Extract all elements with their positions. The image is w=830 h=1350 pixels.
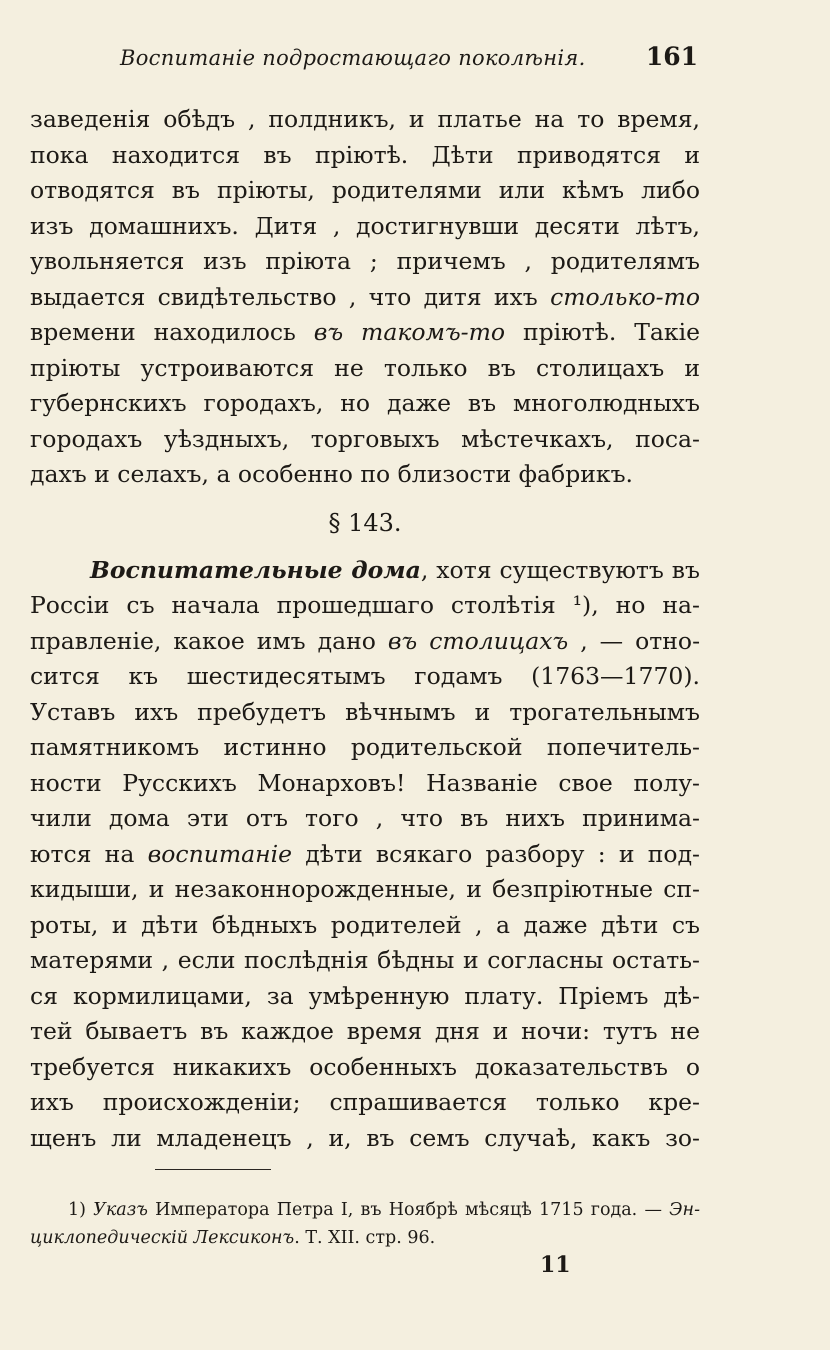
footnote-emphasis: Указъ xyxy=(93,1200,148,1220)
text-line: отводятся въ пріюты, родителями или кѣмъ либо xyxy=(30,176,700,204)
text-line xyxy=(30,280,700,316)
text-line: Россіи съ начала прошедшаго столѣтія ¹), но на- xyxy=(30,591,700,619)
signature-mark: 11 xyxy=(540,1252,571,1278)
footnote-marker: 1) xyxy=(68,1200,94,1220)
text-line: ся кормилицами, за умѣренную плату. Пріемъ дѣ- xyxy=(30,981,700,1010)
text-run: дѣти всякаго разбору : и под- xyxy=(292,839,700,868)
text-line: щенъ ли младенецъ , и, въ семъ случаѣ, какъ зо- xyxy=(30,1123,700,1152)
text-line: губернскихъ городахъ, но даже въ многолюдныхъ xyxy=(30,389,700,417)
paragraph-1 xyxy=(30,102,700,493)
text-line: тей бываетъ въ каждое время дня и ночи: тутъ не xyxy=(30,1017,700,1045)
text-line: Уставъ ихъ пребудетъ вѣчнымъ и трогательнымъ xyxy=(30,697,700,726)
text-line xyxy=(30,315,700,351)
text-line: кидыши, и незаконнорожденные, и безпріютные сп- xyxy=(30,875,700,903)
emphasis-text: Воспитательные дома xyxy=(90,555,421,584)
page-header xyxy=(120,42,700,78)
page-number: 161 xyxy=(645,42,698,71)
running-title: Воспитаніе подростающаго поколѣнія. xyxy=(120,46,586,70)
text-line: дахъ и селахъ, а особенно по близости фабрикъ. xyxy=(30,460,634,488)
text-run: ются на xyxy=(30,839,148,868)
footnote-text: . Т. XII. стр. 96. xyxy=(294,1228,436,1248)
text-line: памятникомъ истинно родительской попечитель- xyxy=(30,733,700,761)
text-line: роты, и дѣти бѣдныхъ родителей , а даже дѣти съ xyxy=(30,910,700,939)
text-run: времени находилось xyxy=(30,318,314,346)
text-line: чили дома эти отъ того , что въ нихъ принима- xyxy=(30,804,700,832)
text-run: пріютѣ. Такіе xyxy=(505,318,700,346)
footnote-text: Императора Петра I, въ Ноябрѣ мѣсяцѣ 1715 года. — xyxy=(147,1200,670,1220)
text-line: ности Русскихъ Монарховъ! Названіе свое полу- xyxy=(30,768,700,797)
text-line: пока находится въ пріютѣ. Дѣти приводятся и xyxy=(30,140,700,169)
text-line: матерями , если послѣднія бѣдны и согласны остать- xyxy=(30,946,700,974)
footnote-divider xyxy=(155,1169,271,1170)
text-line: сится къ шестидесятымъ годамъ (1763—1770). xyxy=(30,662,700,690)
text-line: ихъ происхожденіи; спрашивается только кре- xyxy=(30,1088,700,1116)
text-line xyxy=(30,837,700,873)
footnote-line xyxy=(30,1224,700,1252)
footnote-emphasis: циклопедическій Лексиконъ xyxy=(30,1228,295,1248)
text-line: пріюты устроиваются не только въ столицахъ и xyxy=(30,353,700,382)
text-run: , — отно- xyxy=(568,626,700,655)
text-run: , хотя существуютъ въ xyxy=(420,555,700,584)
paragraph-2 xyxy=(30,553,700,1157)
section-number: § 143. xyxy=(328,508,402,537)
emphasis-text: воспитаніе xyxy=(147,839,293,868)
emphasis-text: въ столицахъ xyxy=(387,626,569,655)
footnote-emphasis: Эн- xyxy=(669,1200,700,1220)
text-line xyxy=(30,553,700,589)
text-run: выдается свидѣтельство , что дитя ихъ xyxy=(30,282,551,311)
emphasis-text: въ такомъ-то xyxy=(313,318,506,346)
text-line: заведенія обѣдъ , полдникъ, и платье на то время, xyxy=(30,105,700,133)
text-line: увольняется изъ пріюта ; причемъ , родителямъ xyxy=(30,247,700,275)
emphasis-text: столько-то xyxy=(550,282,700,311)
text-line: городахъ уѣздныхъ, торговыхъ мѣстечкахъ, поса- xyxy=(30,424,700,453)
text-run: правленіе, какое имъ дано xyxy=(30,626,388,655)
text-line: изъ домашнихъ. Дитя , достигнувши десяти лѣтъ, xyxy=(30,211,700,240)
text-line: требуется никакихъ особенныхъ доказательствъ о xyxy=(30,1052,700,1081)
footnote-line xyxy=(30,1196,700,1224)
body-text xyxy=(30,102,700,1156)
footnotes xyxy=(30,1196,700,1252)
text-line xyxy=(30,624,700,660)
